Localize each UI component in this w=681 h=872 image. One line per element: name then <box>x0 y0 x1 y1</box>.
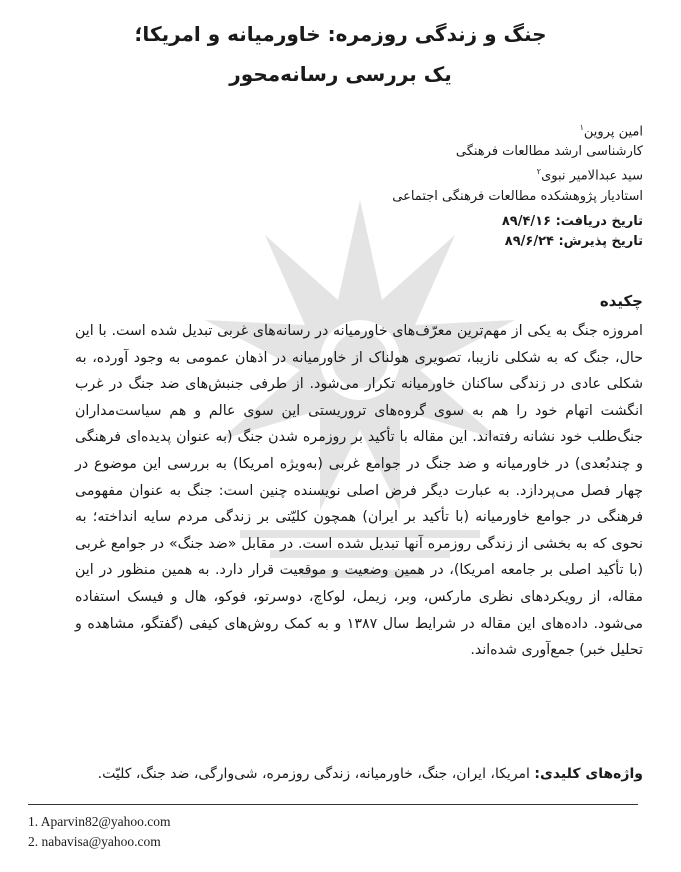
abstract-heading: چکیده <box>599 292 643 310</box>
footnote-divider <box>28 804 638 805</box>
article-title-line-2: یک بررسی رسانه‌محور <box>229 62 452 86</box>
article-title-line-1: جنگ و زندگی روزمره: خاورمیانه و امریکا؛ <box>134 22 547 46</box>
author-1-footnote-mark: ۱ <box>579 123 584 132</box>
author-2-role: استادیار پژوهشکده مطالعات فرهنگی اجتماعی <box>392 188 643 204</box>
date-block <box>243 212 643 252</box>
author-1-role: کارشناسی ارشد مطالعات فرهنگی <box>455 144 643 160</box>
abstract-body: امروزه جنگ به یکی از مهم‌ترین معرّف‌های خاورمیانه در رسانه‌های غربی تبدیل شده است. با این حال، جنگ که به شکلی نازیبا، تصویری هولناک از خاورمیانه در اذهان عمومی به وجود آورده، به شکلی عادی در زندگی ساکنان خاورمیانه تکرار می‌شود. از طرفی جنبش‌های ضد جنگ در غرب انگشت اتهام خود را هم به سوی گروه‌های تروریستی این سوی عالم و هم سیاست‌مداران جنگ‌طلب خود نشانه رفته‌اند. این مقاله با تأکید بر روزمره شدن جنگ (به عنوان پدیده‌ای فرهنگی و چندبُعدی) در خاورمیانه و ضد جنگ در جوامع غربی (به‌ویژه امریکا) به بررسی این موضوع در چهار فصل می‌پردازد. به عبارت دیگر فرض اصلی نویسنده چنین است: جنگ به عنوان مفهومی فرهنگی در جوامع خاورمیانه (با تأکید بر ایران) همچون کلیّتی بر زندگی مردم سایه انداخته؛ به نحوی که به بخشی از زندگی روزمره آنها تبدیل شده است. در مقابل «ضد جنگ» در جوامع غربی (با تأکید اصلی بر جامعه امریکا)، در همین وضعیت و موقعیت قرار دارد. به همین منظور در این مقاله، از رویکردهای نظری مارکس، وبر، زیمل، لوکاچ، دوسرتو، فوکو، هال و فیسک استفاده می‌شود. داده‌های این مقاله در شرایط سال ۱۳۸۷ و به کمک روش‌های کیفی (گفتگو، مشاهده و تحلیل خبر) جمع‌آوری شده‌اند. <box>75 323 644 659</box>
accepted-value: ۸۹/۶/۲۴ <box>504 234 554 249</box>
keywords-label: واژه‌های کلیدی: <box>534 766 643 782</box>
accepted-date <box>243 232 643 252</box>
author-2-name: سید عبدالامیر نبوی <box>541 168 643 184</box>
received-date <box>243 212 643 232</box>
accepted-label: تاریخ پذیرش: <box>558 234 643 249</box>
received-value: ۸۹/۴/۱۶ <box>501 214 552 229</box>
keywords-line <box>60 762 643 786</box>
keywords-text: امریکا، ایران، جنگ، خاورمیانه، زندگی روزمره، شی‌وارگی، ضد جنگ، کلیّت. <box>97 766 530 782</box>
author-2 <box>243 162 643 186</box>
author-1 <box>243 118 643 142</box>
author-block <box>243 118 643 207</box>
footnote-1: 1. Aparvin82@yahoo.com <box>28 814 171 829</box>
author-2-footnote-mark: ۲ <box>536 167 542 177</box>
received-label: تاریخ دریافت: <box>555 214 643 229</box>
author-1-name: امین پروین <box>583 124 643 140</box>
footnote-2: 2. nabavisa@yahoo.com <box>28 834 161 849</box>
